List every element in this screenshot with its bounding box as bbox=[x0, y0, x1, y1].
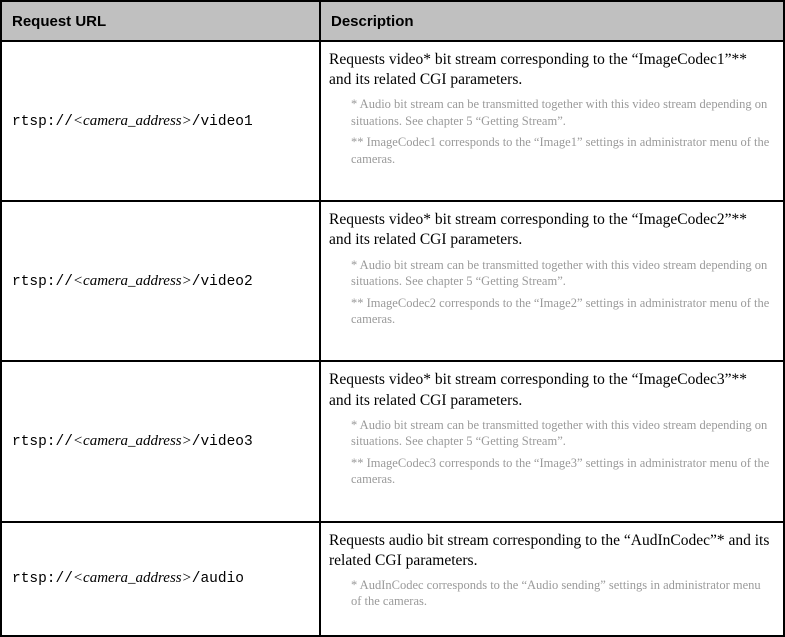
description-footnote: ** ImageCodec1 corresponds to the “Image1” settings in administrator menu of the cameras. bbox=[351, 135, 770, 166]
description-cell bbox=[320, 522, 783, 635]
table-row bbox=[2, 522, 783, 635]
rtsp-request-url-table bbox=[2, 2, 783, 635]
url-prefix: rtsp:// bbox=[12, 273, 73, 290]
table-row bbox=[2, 41, 783, 201]
url-suffix: /video2 bbox=[191, 273, 253, 290]
request-url-cell bbox=[2, 41, 320, 201]
column-header-request-url: Request URL bbox=[2, 2, 320, 41]
url-variable: <camera_address> bbox=[72, 570, 192, 587]
request-url-cell bbox=[2, 201, 320, 361]
description-text: Requests video* bit stream corresponding to the “ImageCodec3”** and its related CGI parameters. bbox=[329, 371, 747, 409]
url-variable: <camera_address> bbox=[72, 112, 192, 129]
description-cell bbox=[320, 201, 783, 361]
description-footnote: ** ImageCodec2 corresponds to the “Image2” settings in administrator menu of the cameras. bbox=[351, 295, 770, 326]
description-cell bbox=[320, 41, 783, 201]
description-text: Requests audio bit stream corresponding to the “AudInCodec”* and its related CGI parameters. bbox=[329, 531, 770, 569]
table-row bbox=[2, 201, 783, 361]
description-cell bbox=[320, 361, 783, 521]
url-suffix: /video3 bbox=[191, 434, 253, 451]
description-text: Requests video* bit stream corresponding to the “ImageCodec1”** and its related CGI parameters. bbox=[329, 51, 747, 89]
table-body bbox=[2, 41, 783, 635]
description-footnote: ** ImageCodec3 corresponds to the “Image3” settings in administrator menu of the cameras. bbox=[351, 455, 770, 487]
description-footnote: * Audio bit stream can be transmitted together with this video stream depending on situations. See chapter 5 “Getting Stream”. bbox=[351, 417, 768, 449]
url-prefix: rtsp:// bbox=[12, 434, 73, 451]
url-prefix: rtsp:// bbox=[12, 571, 73, 588]
table-header bbox=[2, 2, 783, 41]
table-row bbox=[2, 361, 783, 521]
url-variable: <camera_address> bbox=[72, 433, 192, 450]
url-variable: <camera_address> bbox=[72, 272, 192, 289]
description-footnote: * AudInCodec corresponds to the “Audio sending” settings in administrator menu of the cameras. bbox=[351, 577, 761, 609]
description-footnote: * Audio bit stream can be transmitted together with this video stream depending on situations. See chapter 5 “Getting Stream”. bbox=[351, 97, 768, 128]
url-suffix: /video1 bbox=[191, 113, 253, 130]
request-url-cell bbox=[2, 361, 320, 521]
description-footnote: * Audio bit stream can be transmitted together with this video stream depending on situations. See chapter 5 “Getting Stream”. bbox=[351, 257, 768, 288]
column-header-description: Description bbox=[320, 2, 783, 41]
url-suffix: /audio bbox=[191, 571, 244, 588]
table-header-row bbox=[2, 2, 783, 41]
request-url-cell bbox=[2, 522, 320, 635]
description-text: Requests video* bit stream corresponding to the “ImageCodec2”** and its related CGI parameters. bbox=[329, 211, 747, 249]
url-prefix: rtsp:// bbox=[12, 113, 73, 130]
